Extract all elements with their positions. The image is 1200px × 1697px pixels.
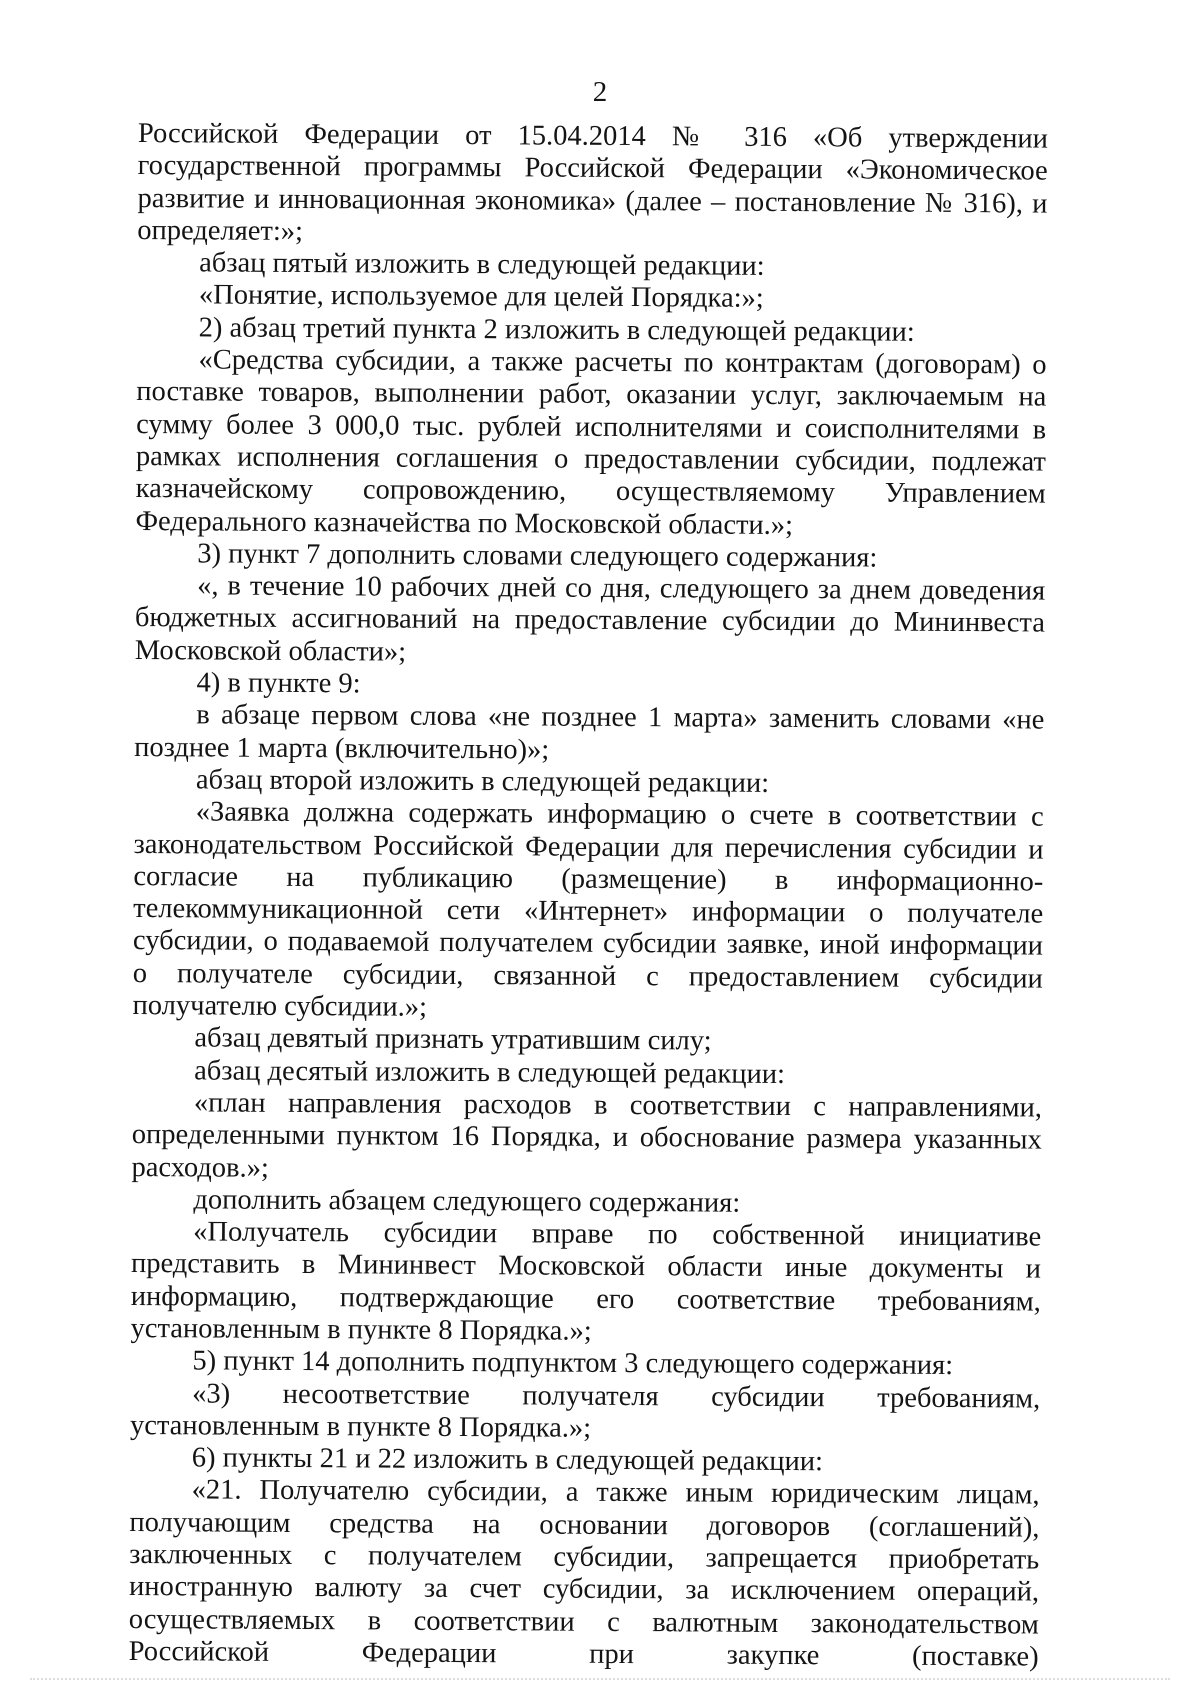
quoted-paragraph: «план направления расходов в соответствии с направлениями, определенными пунктом 16 Порядка, и обоснование размера указанных расходов.»; [131, 1087, 1043, 1184]
quoted-paragraph: «Получатель субсидии вправе по собственной инициативе представить в Мининвест Московской области иные документы и информацию, подтверждающие его соответствие требованиям, установленным в пункте 8 Порядка.»; [130, 1216, 1042, 1347]
paragraph: абзац пятый изложить в следующей редакции: [199, 247, 765, 283]
quoted-paragraph: «Средства субсидии, а также расчеты по контрактам (договорам) о поставке товаров, выполнении работ, оказании услуг, заключаемым на сумму более 3 000,0 тыс. рублей исполнителями и соисполнителями в рамках исполнения соглашения о предоставлении субсидии, подлежат казначейскому сопровождению, осуществляемому Управлением Федерального казначейства по Московской области.»; [135, 344, 1047, 541]
quoted-paragraph: «3) несоответствие получателя субсидии требованиям, установленным в пункте 8 Порядка.»; [129, 1377, 1041, 1444]
paragraph: абзац второй изложить в следующей редакции: [195, 764, 770, 799]
quoted-paragraph: «, в течение 10 рабочих дней со дня, следующего за днем доведения бюджетных ассигнований на предоставление субсидии до Мининвеста Московской области»; [134, 570, 1046, 668]
paragraph: абзац девятый признать утратившим силу; [194, 1022, 712, 1057]
paragraph: в абзаце первом слова «не позднее 1 марта» заменить словами «не позднее 1 марта (включительно)»; [134, 699, 1045, 766]
paragraph: 4) в пункте 9: [196, 667, 361, 700]
paragraph-continuation: Российской Федерации от 15.04.2014 № 316 «Об утверждении государственной программы Российской Федерации «Экономическое развитие и инновационная экономика» (далее – постановление № 316), и определяет:»; [137, 118, 1048, 247]
quoted-paragraph: «Заявка должна содержать информацию о счете в соответствии с законодательством Российской Федерации для перечисления субсидии и согласие на публикацию (размещение) в информационно-телекоммуникационной сети «Интернет» информации о получателе субсидии, о подаваемой получателем субсидии заявке, иной информации о получателе субсидии, связанной с предоставлением субсидии получателю субсидии.»; [132, 796, 1044, 1023]
paragraph: 6) пункты 21 и 22 изложить в следующей редакции: [191, 1442, 824, 1478]
paragraph: 5) пункт 14 дополнить подпунктом 3 следующего содержания: [192, 1345, 954, 1382]
paragraph: дополнить абзацем следующего содержания: [193, 1184, 741, 1219]
paragraph: 2) абзац третий пункта 2 изложить в следующей редакции: [198, 312, 915, 348]
quoted-paragraph: «21. Получателю субсидии, а также иным юридическим лицам, получающим средства на основании договоров (соглашений), заключенных с получателем субсидии, запрещается приобретать иностранную валюту за счет субсидии, за исключением операций, осуществляемых в соответствии с валютным законодательством Российской Федерации при закупке (поставке) [128, 1474, 1040, 1673]
paragraph: абзац десятый изложить в следующей редакции: [194, 1054, 786, 1090]
scan-artifact [30, 1678, 1170, 1684]
paragraph: «Понятие, используемое для целей Порядка:»; [198, 279, 764, 315]
page-number: 2 [592, 76, 608, 108]
paragraph: 3) пункт 7 дополнить словами следующего содержания: [197, 538, 878, 574]
document-body [129, 118, 1048, 1674]
